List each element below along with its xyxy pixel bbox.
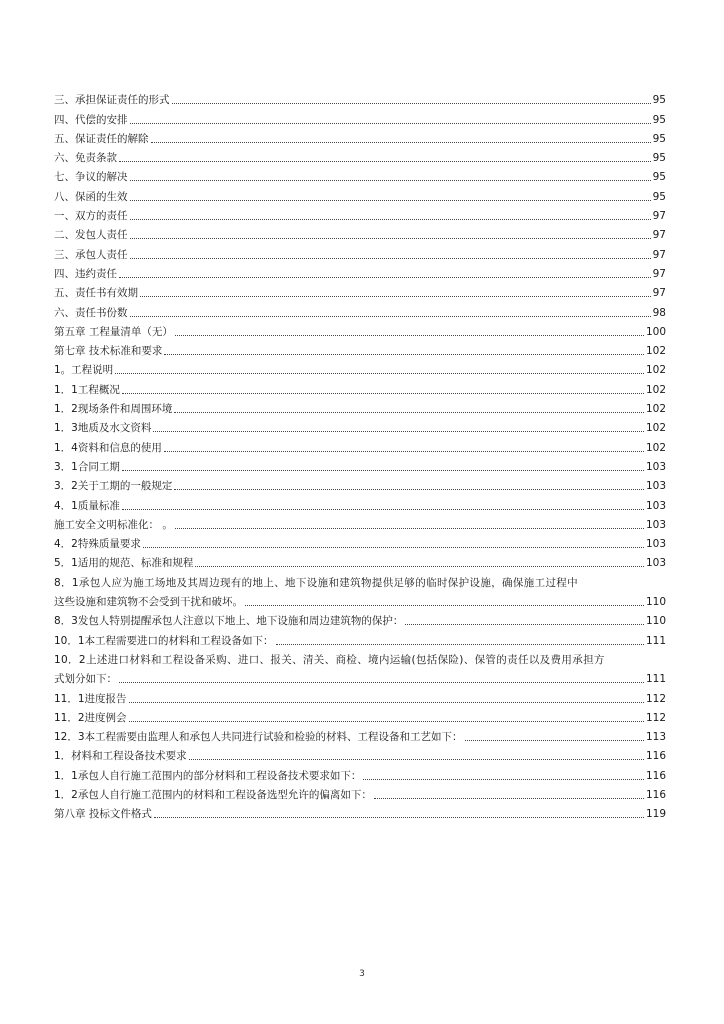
toc-entry[interactable] [54,783,666,802]
toc-leader-dots [130,200,651,201]
toc-entry-title: 五、责任书有效期 [54,287,138,300]
toc-entry[interactable] [54,223,666,242]
toc-entry-page: 112 [645,711,666,724]
toc-leader-dots [363,779,644,780]
toc-entry[interactable] [54,204,666,223]
toc-leader-dots [140,296,651,297]
toc-leader-dots [175,335,644,336]
toc-entry-title: 第八章 投标文件格式 [54,808,152,821]
toc-entry-page: 103 [645,480,666,493]
toc-entry-page: 110 [645,615,666,628]
toc-entry[interactable] [54,242,666,261]
toc-entry-title: 8．3发包人特别提醒承包人注意以下地上、地下设施和周边建筑物的保护： [54,615,404,628]
toc-entry-title: 三、承担保证责任的形式 [54,94,170,107]
toc-leader-dots [174,412,644,413]
toc-entry-page: 95 [652,171,666,184]
toc-entry[interactable] [54,262,666,281]
toc-entry[interactable] [54,706,666,725]
toc-entry-page: 95 [652,132,666,145]
toc-entry-page: 103 [645,557,666,570]
toc-leader-dots [143,547,644,548]
toc-entry-line[interactable] [54,648,666,667]
toc-leader-dots [119,161,651,162]
toc-entry[interactable] [54,107,666,126]
toc-entry[interactable] [54,146,666,165]
toc-entry-title: 七、争议的解决 [54,171,128,184]
toc-leader-dots [122,470,644,471]
toc-leader-dots [130,219,651,220]
toc-entry-page: 119 [645,808,666,821]
toc-entry-title: 1．1承包人自行施工范围内的部分材料和工程设备技术要求如下： [54,769,362,782]
toc-entry[interactable] [54,802,666,821]
toc-entry-page: 95 [652,94,666,107]
toc-entry-title: 1．2承包人自行施工范围内的材料和工程设备选型允许的偏离如下： [54,788,372,801]
toc-leader-dots [374,798,644,799]
toc-entry-title: 第五章 工程量清单（无） [54,325,173,338]
toc-entry-page: 95 [652,113,666,126]
toc-entry-page: 110 [645,596,666,609]
toc-entry-title: 八、保函的生效 [54,190,128,203]
toc-leader-dots [130,316,651,317]
toc-entry-title: 这些设施和建筑物不会受到干扰和破坏。 [54,596,243,609]
toc-entry-title: 施工安全文明标准化： 。 [54,518,173,531]
toc-entry[interactable] [54,320,666,339]
toc-entry[interactable] [54,551,666,570]
toc-entry[interactable] [54,532,666,551]
toc-entry[interactable] [54,435,666,454]
toc-entry-title: 10．2上述进口材料和工程设备采购、进口、报关、清关、商检、境内运输(包括保险)、保管的责任以及费用承担方 [54,653,605,666]
toc-entry[interactable] [54,725,666,744]
toc-entry-page: 102 [645,345,666,358]
toc-entry[interactable] [54,628,666,647]
toc-entry-page: 97 [652,267,666,280]
toc-leader-dots [130,180,651,181]
toc-leader-dots [153,431,644,432]
toc-entry-title: 3．1合同工期 [54,460,120,473]
toc-entry-title: 式划分如下： [54,673,117,686]
toc-entry-page: 113 [645,731,666,744]
toc-entry[interactable] [54,397,666,416]
toc-leader-dots [245,605,644,606]
toc-entry-page: 97 [652,248,666,261]
toc-leader-dots [115,373,644,374]
page-number: 3 [359,969,365,979]
toc-entry[interactable] [54,455,666,474]
toc-leader-dots [405,624,644,625]
toc-entry-title: 12．3本工程需要由监理人和承包人共同进行试验和检验的材料、工程设备和工艺如下： [54,731,463,744]
toc-entry-title: 四、违约责任 [54,267,117,280]
toc-leader-dots [129,721,644,722]
toc-entry-title: 第七章 技术标准和要求 [54,345,163,358]
toc-leader-dots [129,702,644,703]
toc-entry-page: 100 [645,325,666,338]
toc-entry-page: 103 [645,460,666,473]
toc-entry[interactable] [54,474,666,493]
toc-entry[interactable] [54,763,666,782]
toc-entry-page: 97 [652,210,666,223]
toc-entry[interactable] [54,358,666,377]
toc-leader-dots [465,740,644,741]
toc-entry[interactable] [54,165,666,184]
toc-entry-title: 11．2进度例会 [54,711,127,724]
toc-entry-line[interactable] [54,570,666,589]
toc-entry-title: 3．2关于工期的一般规定 [54,480,173,493]
toc-entry[interactable] [54,377,666,396]
toc-leader-dots [154,817,644,818]
toc-entry-title: 一、双方的责任 [54,210,128,223]
toc-entry-page: 111 [645,634,666,647]
toc-entry[interactable] [54,127,666,146]
toc-leader-dots [119,277,651,278]
toc-leader-dots [164,354,644,355]
toc-entry-title: 4．2特殊质量要求 [54,538,141,551]
toc-entry-title: 10．1本工程需要进口的材料和工程设备如下： [54,634,274,647]
toc-leader-dots [130,238,651,239]
toc-entry-title: 四、代偿的安排 [54,113,128,126]
toc-entry[interactable] [54,609,666,628]
toc-entry[interactable] [54,416,666,435]
toc-entry-page: 95 [652,152,666,165]
toc-entry-title: 4．1质量标准 [54,499,120,512]
toc-entry-page: 97 [652,229,666,242]
toc-leader-dots [189,759,644,760]
toc-entry-title: 1。工程说明 [54,364,114,377]
toc-entry[interactable] [54,184,666,203]
toc-entry-title: 六、免责条款 [54,152,117,165]
toc-entry-page: 97 [652,287,666,300]
toc-entry-page: 103 [645,499,666,512]
toc-entry-page: 102 [645,422,666,435]
toc-leader-dots [130,258,651,259]
toc-entry[interactable] [54,667,666,686]
toc-leader-dots [172,103,651,104]
toc-leader-dots [164,451,644,452]
toc-entry-title: 1．4资料和信息的使用 [54,441,162,454]
toc-entry-page: 98 [652,306,666,319]
toc-entry[interactable] [54,590,666,609]
toc-entry-page: 103 [645,538,666,551]
toc-leader-dots [119,682,644,683]
toc-entry-title: 五、保证责任的解除 [54,132,149,145]
toc-leader-dots [276,644,644,645]
toc-entry-title: 8．1承包人应为施工场地及其周边现有的地上、地下设施和建筑物提供足够的临时保护设施，确保施工过程中 [54,576,579,589]
toc-entry[interactable] [54,300,666,319]
toc-entry[interactable] [54,744,666,763]
toc-leader-dots [174,489,644,490]
toc-entry-title: 1．1工程概况 [54,383,120,396]
toc-entry-page: 116 [645,769,666,782]
toc-entry-page: 102 [645,441,666,454]
toc-entry[interactable] [54,493,666,512]
toc-entry-title: 三、承包人责任 [54,248,128,261]
toc-entry-page: 103 [645,518,666,531]
toc-leader-dots [151,142,651,143]
table-of-contents [54,88,666,821]
toc-entry-title: 11．1进度报告 [54,692,127,705]
toc-entry[interactable] [54,88,666,107]
toc-entry-title: 二、发包人责任 [54,229,128,242]
toc-entry[interactable] [54,339,666,358]
toc-entry-page: 102 [645,403,666,416]
toc-entry-page: 112 [645,692,666,705]
toc-entry-title: 1．3地质及水文资料 [54,422,152,435]
toc-entry-page: 116 [645,750,666,763]
toc-leader-dots [195,566,644,567]
toc-leader-dots [130,123,651,124]
toc-entry-title: 5．1适用的规范、标准和规程 [54,557,194,570]
toc-leader-dots [175,528,644,529]
toc-entry-page: 111 [645,673,666,686]
toc-leader-dots [122,509,644,510]
toc-entry-title: 1．2现场条件和周围环境 [54,403,173,416]
toc-entry-title: 1．材料和工程设备技术要求 [54,750,187,763]
toc-entry-page: 102 [645,364,666,377]
toc-entry-page: 116 [645,788,666,801]
toc-entry[interactable] [54,686,666,705]
toc-entry-page: 95 [652,190,666,203]
toc-entry-page: 102 [645,383,666,396]
toc-entry[interactable] [54,281,666,300]
toc-entry[interactable] [54,513,666,532]
toc-entry-title: 六、责任书份数 [54,306,128,319]
toc-leader-dots [122,393,644,394]
